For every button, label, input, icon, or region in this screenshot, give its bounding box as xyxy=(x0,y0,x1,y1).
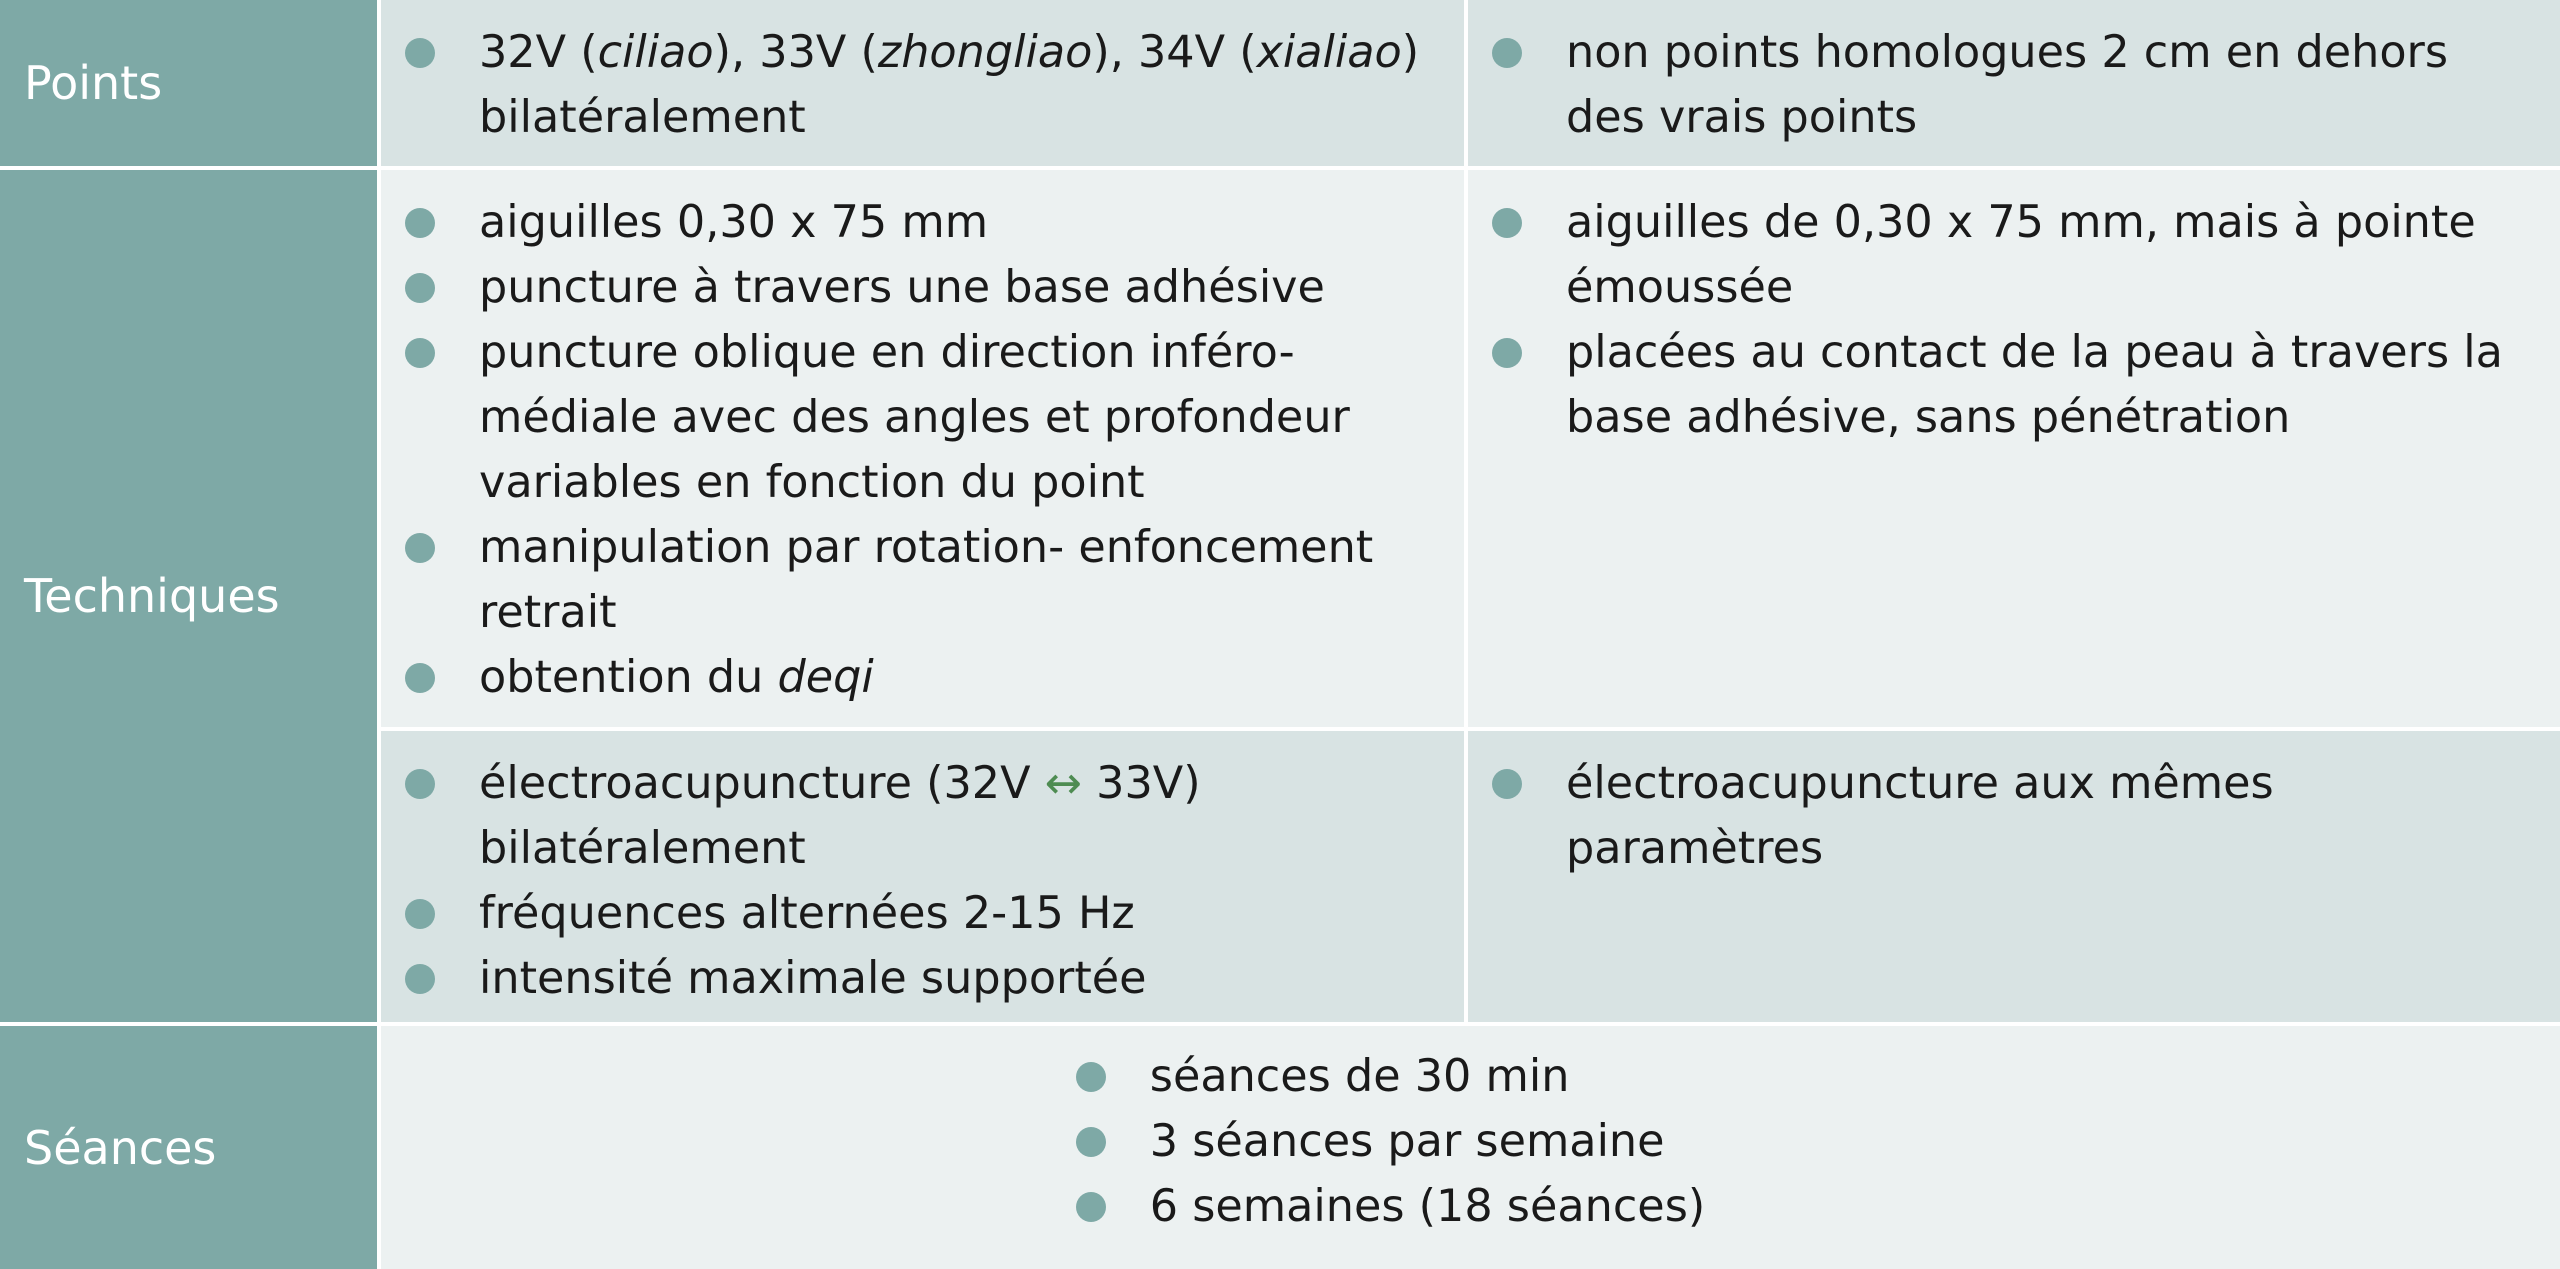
bullet-icon xyxy=(405,338,435,368)
item-text: zhongliao xyxy=(877,27,1093,78)
techniques-electro-sham-list xyxy=(1488,751,2536,881)
item-text: puncture oblique en direction inféro-médiale avec des angles et profondeur variables en fonction du point xyxy=(479,327,1350,508)
list-item xyxy=(401,645,1440,710)
item-text: 3 séances par semaine xyxy=(1149,1116,1665,1167)
item-text: manipulation par rotation- enfoncement retrait xyxy=(479,522,1374,638)
item-text: aiguilles 0,30 x 75 mm xyxy=(479,197,989,248)
double-arrow-icon: ↔ xyxy=(1044,758,1082,809)
techniques-needle-verum-list xyxy=(401,190,1440,710)
bullet-icon xyxy=(405,273,435,303)
seances-list xyxy=(1072,1044,1705,1269)
list-item xyxy=(1488,20,2536,150)
list-item xyxy=(1488,751,2536,881)
item-text: puncture à travers une base adhésive xyxy=(479,262,1325,313)
points-verum-list xyxy=(401,20,1440,150)
item-text: électroacupuncture (32V xyxy=(479,758,1045,809)
row-header-label: Séances xyxy=(24,1120,217,1175)
item-text: intensité maximale supportée xyxy=(479,953,1147,1004)
item-text: fréquences alternées 2-15 Hz xyxy=(479,888,1135,939)
techniques-needle-sham-list xyxy=(1488,190,2536,450)
item-text: non points homologues 2 cm en dehors des vrais points xyxy=(1566,27,2449,143)
techniques-electro-verum-cell xyxy=(381,731,1468,1026)
list-item xyxy=(1488,190,2536,320)
item-text: obtention du xyxy=(479,652,778,703)
list-item xyxy=(401,751,1440,881)
bullet-icon xyxy=(405,769,435,799)
techniques-electro-sham-cell xyxy=(1468,731,2560,1026)
bullet-icon xyxy=(1076,1062,1106,1092)
item-text: xialiao xyxy=(1256,27,1402,78)
list-item xyxy=(401,320,1440,515)
points-sham-cell xyxy=(1468,0,2560,170)
list-item xyxy=(401,20,1440,150)
bullet-icon xyxy=(1492,38,1522,68)
item-text: ) bilatéralement xyxy=(479,27,1420,143)
bullet-icon xyxy=(1492,338,1522,368)
bullet-icon xyxy=(405,208,435,238)
list-item xyxy=(1072,1044,1705,1109)
list-item xyxy=(1488,320,2536,450)
row-header-points xyxy=(0,0,381,170)
row-header-seances xyxy=(0,1026,381,1269)
list-item xyxy=(1072,1109,1705,1174)
row-header-label: Techniques xyxy=(24,569,280,623)
bullet-icon xyxy=(1492,208,1522,238)
bullet-icon xyxy=(405,38,435,68)
bullet-icon xyxy=(1076,1192,1106,1222)
techniques-needle-sham-cell xyxy=(1468,170,2560,731)
item-text: ), 33V ( xyxy=(713,27,878,78)
item-text: séances de 30 min xyxy=(1149,1051,1570,1102)
row-header-techniques xyxy=(0,170,381,1026)
item-text: deqi xyxy=(777,652,874,703)
list-item xyxy=(401,255,1440,320)
bullet-icon xyxy=(405,899,435,929)
item-text: 33V) bilatéralement xyxy=(479,758,1201,874)
list-item xyxy=(401,946,1440,1011)
item-text: 6 semaines (18 séances) xyxy=(1149,1181,1706,1232)
item-text: ciliao xyxy=(597,27,714,78)
list-item xyxy=(401,881,1440,946)
item-text: aiguilles de 0,30 x 75 mm, mais à pointe émoussée xyxy=(1566,197,2476,313)
item-text: électroacupuncture aux mêmes paramètres xyxy=(1566,758,2274,874)
item-text: 32V ( xyxy=(479,27,598,78)
list-item xyxy=(401,190,1440,255)
row-header-label: Points xyxy=(24,56,163,110)
techniques-electro-verum-list xyxy=(401,751,1440,1011)
points-verum-cell xyxy=(381,0,1468,170)
seances-cell xyxy=(381,1026,2560,1269)
bullet-icon xyxy=(405,533,435,563)
list-item xyxy=(401,515,1440,645)
list-item xyxy=(1072,1174,1705,1239)
techniques-needle-verum-cell xyxy=(381,170,1468,731)
bullet-icon xyxy=(405,663,435,693)
points-sham-list xyxy=(1488,20,2536,150)
bullet-icon xyxy=(1492,769,1522,799)
item-text: ), 34V ( xyxy=(1092,27,1257,78)
bullet-icon xyxy=(1076,1127,1106,1157)
item-text: placées au contact de la peau à travers la base adhésive, sans pénétration xyxy=(1566,327,2503,443)
bullet-icon xyxy=(405,964,435,994)
